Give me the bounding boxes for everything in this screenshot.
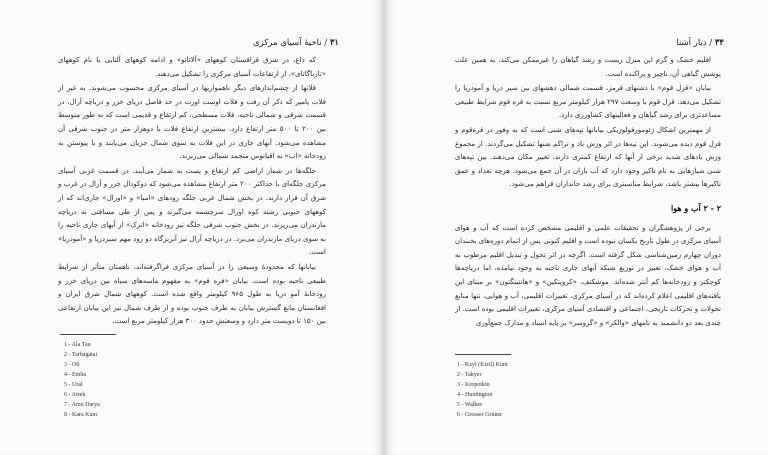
footnote: 1 - Ala Tau — [64, 342, 91, 348]
footnote: 2 - Tarbagatai — [64, 352, 98, 358]
paragraph: قلاتها از چشم‌اندازهای دیگر ناهمواریها در آسیای مرکزی محسوب می‌شوند. به غیر از فلات پامیر که ذکر آن رفت و فلات اوست اورت در حد فاصل دریای خزر و دریاچه آرال، در قسمت شرقی و شمالی ناحیه، فلات مسطحی، کم ارتفاع و قدیمی است که به طور متوسط بین ۲۰۰ تا ۵۰۰ متر ارتفاع دارد. بیشترین ارتفاع فلات با دوهزار متر در جنوب شرقی آن مشاهده می‌شود. آبهای جاری در این فلات به سوی شمال جریان می‌یابند و با پیوستن به رودخانه «اب» به اقیانوس منجمد شمالی می‌ریزند. — [58, 84, 326, 161]
footnote: 3 - Ob — [64, 362, 80, 368]
right-page — [385, 0, 768, 455]
footnote: 6 - Atrek — [64, 392, 86, 398]
footnotes — [64, 340, 100, 420]
footnotes — [457, 360, 508, 420]
page-body — [455, 54, 721, 331]
footnote: 3 - Kropotkin — [457, 382, 490, 388]
footnote: 4 - Huntington — [457, 392, 493, 398]
page-number: ۳۱ — [329, 38, 339, 48]
page-number: ۳۴ — [714, 38, 724, 48]
page-header: ۳۱ / ناحیهٔ آسیای مرکزی — [252, 38, 339, 48]
paragraph: برخی از پژوهشگران و تحقیقات علمی و اقلیمی مشخص کرده است که آب و هوای آسیای مرکزی در طول تاریخ یکسان نبوده است و اقلیم کنونی پس از اتمام دوره‌های یخبندان دوران چهارم زمین‌شناسی شکل گرفته است. اگرچه در اثر تحول و تبدیل اقلیم مرطوب به آب و هوای خشک، تغییر در توزیع شبکه آبهای جاری ناحیه به وجود نیامده، اما دریاچه‌ها کوچکتر و رودخانه‌ها کم آبتر شده‌اند. موشکتف، «کروپتکین» و «هانتینگتون» بر مبنای این یافته‌های اقلیمی اعلام کرده‌اند که در آسیای مرکزی، تغییرات اقلیمی، آب و هوایی، تنها منابع تحولات و تحرکات تاریخی، اجتماعی و اقتصادی آسیای مرکزی، تغییرات اقلیمی بوده است. از چندی بعد دو دانشمند به نامهای «والکر» و «گروسر» بر پایه اسناد و مدارک جمع‌آوری — [455, 223, 721, 327]
footnote: 6 - Grosser Gruner — [457, 412, 503, 418]
footnote: 4 - Emba — [64, 372, 86, 378]
paragraph: جلگه‌ها در شمار اراضی کم ارتفاع و پست به شمار می‌آیند. در قسمت غربی آسیای مرکزی جلگه‌ای با حداکثر ۲۰۰ متر ارتفاع مشاهده می‌شود که دوکودال خزر و آرال در غرب و شرق آن قرار دارند. در بخش شمال غربی جلگه رودهای «امبا» و «اورال» جاری‌اند که از کوههای جنوبی رشته کوه اورال سرچشمه می‌گیرند و پس از طی مسافتی به دریاچه مازندران می‌ریزند. در بخش جنوب شرقی جلگه نیز رودخانه «اترک» از آبهای جاری ناحیه را به سوی دریای مازندران می‌برد. در دریاچه آرال نیز آبریزگاه دو رود مهم سیردریا و «آمودریا» است. — [58, 166, 326, 257]
left-page — [0, 0, 383, 455]
running-title: ناحیهٔ آسیای مرکزی — [252, 38, 322, 48]
page-header: ۳۴ / دیار آشنا — [676, 38, 724, 48]
footnote: 2 - Takyer — [457, 372, 482, 378]
paragraph: بیابانها که محدودهٔ وسیعی را در آسیای مرکزی فراگرفته‌اند، ناهمتان متأثر از شرایط طبیعی ناحیه بوده است. بیابان «قره قوم» به مفهوم ماسه‌های سیاه بین دریای خزر و رودخانهٔ آمو دریا به طول ۹۶۵ کیلومتر واقع شده است. کوههای شمال شرق ایران و افغانستان مانع گسترش بیابان به طرف جنوب بوده و از طرف شمال نیز این بیابان ارتفاعی بین ۱۵۰ تا دویست متر دارد و وسعتش حدود ۳۰۰ هزار کیلومتر مربع است. — [58, 262, 326, 326]
running-title: دیار آشنا — [676, 38, 707, 48]
page-body — [58, 54, 326, 330]
section-heading: ۲ - ۲ آب و هوا — [670, 202, 721, 213]
footnote: 1 - Kzyl (Kizil) Kum — [457, 362, 508, 368]
footnote: 5 - Ural — [64, 382, 83, 388]
footnote: 5 - Walker — [457, 402, 483, 408]
footnote-divider — [455, 354, 511, 355]
paragraph: که داغ، در شرق قزاقستان کوههای «آلاتائو» و ادامه کوههای آلتایی با نام کوههای «تارباگاتای»، از ارتفاعات آسیای مرکزی را تشکیل می‌دهند. — [58, 56, 326, 78]
footnote: 8 - Kara Kum — [64, 412, 98, 418]
footnote: 7 - Amu Darya — [64, 402, 100, 408]
footnote-divider — [60, 334, 116, 335]
paragraph: از مهمترین اشکال ژئومورفولوژیکی بیابانها تپه‌های شنی است که به وفور در قره‌قوم و قزل قوم دیده می‌شوند. این تپه‌ها در اثر وزش باد و تراکم شنها تشکیل می‌گردند. از مجموع وزش بادهای شدید برخی از آنها که ارتفاع کمتری دارند، تغییر مکان می‌دهند. بین تپه‌های شنی شیارهایی به نام تاکیر وجود دارد که آب باران در آن جمع می‌شود. هرچه تعداد و عمق تاکیرها بیشتر باشد، شرایط مناسبتری برای رشد جانداران فراهم می‌شود. — [455, 125, 721, 189]
paragraph: بیابان «قزل قوم» با دشتهای قرمز، قسمت شمالی دهشهای بین سیر دریا و آمودریا را تشکیل می‌دهد. قزل قوم با وسعت ۲۹۷ هزار کیلومتر مربع نسبت به قره قوم شرایط طبیعی مساعدتری برای رشد گیاهان و فعالیتهای کشاورزی دارد. — [455, 84, 721, 120]
paragraph: اقلیم خشک و گرم این منزل زیست و رشد گیاهان را غیرممکن می‌کند، به همین علت پوشش گیاهی آن، ناچیز و پراکنده است. — [455, 56, 721, 78]
